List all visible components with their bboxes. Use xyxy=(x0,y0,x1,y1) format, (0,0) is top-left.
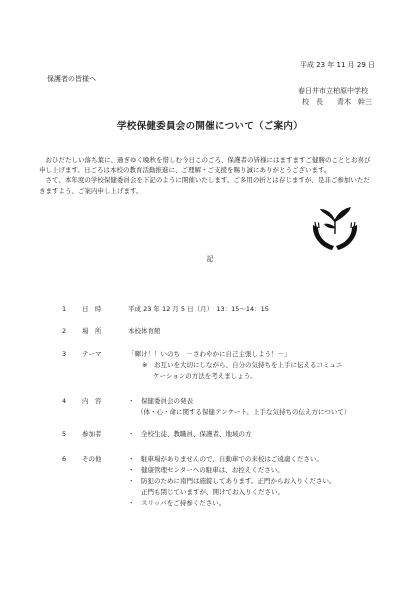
document-title: 学校保健委員会の開催について（ご案内） xyxy=(116,121,303,132)
item-value: ・ 全校生徒、教職員、保護者、地域の方 xyxy=(128,430,252,438)
item-label: 日 時 xyxy=(82,305,102,313)
item-number: 4 xyxy=(62,397,67,405)
item-note: ・ スリッパをご持参ください。 xyxy=(128,499,226,507)
school-name: 春日井市立柏原中学校 xyxy=(298,87,368,95)
item-note: ※ お互いを大切にしながら、自分の気持ちを上手に伝えるコミュニ xyxy=(142,361,343,369)
item-value: 平成 23 年 12 月 5 日（月） 13：15～14：15 xyxy=(128,305,269,313)
item-value: ・ 保健委員会の発表 xyxy=(128,397,193,405)
item-label: 内 容 xyxy=(82,397,102,405)
item-number: 2 xyxy=(62,327,67,335)
item-number: 6 xyxy=(62,455,67,463)
item-note: （体・心・命に関する保健アンケート、上手な気持ちの伝え方について） xyxy=(137,408,351,416)
greeting-paragraph-2: さて、本年度の学校保健委員会を下記のように開催いたします。ご多用の折とは存じますが、是非ご参加いただきますよう、ご案内申し上げます。 xyxy=(39,176,370,195)
item-value: 「輝け！！いのち －さわやかに自己主張しよう！－」 xyxy=(128,350,291,358)
document-date: 平成 23 年 11 月 29 日 xyxy=(299,61,375,69)
item-label: 参加者 xyxy=(82,430,102,438)
item-label: 場 所 xyxy=(82,327,102,335)
item-number: 3 xyxy=(62,350,67,358)
ki-heading: 記 xyxy=(206,255,214,263)
item-note: ・ 健康管理センターへの駐車は、お控えください。 xyxy=(128,466,284,474)
principal-name: 校 長 青木 幹三 xyxy=(302,98,372,106)
item-label: その他 xyxy=(82,455,102,463)
item-note: ケーションの方法を考えましょう。 xyxy=(153,372,257,380)
hands-sprout-emblem xyxy=(310,203,360,251)
addressee: 保護者の皆様へ xyxy=(47,75,96,83)
greeting-body xyxy=(39,155,375,196)
item-value: ・ 駐車場がありませんので、自動車での来校はご遠慮ください。 xyxy=(128,455,323,463)
item-label: テーマ xyxy=(82,350,102,358)
item-note: ・ 防犯のために南門は施錠してあります。正門からお入りください。 xyxy=(128,477,336,485)
greeting-paragraph-1: おひだたしい落ち葉に、過ぎゆく晩秋を惜しむ今日このごろ、保護者の皆様にはますますご健勝のこととお喜び申し上げます。日ごろは本校の教育活動推進に、ご理解・ご支援を賜り誠にありがとうございます。 xyxy=(39,156,371,175)
item-number: 5 xyxy=(62,430,67,438)
item-number: 1 xyxy=(62,305,67,313)
item-note: 正門も閉じていますが、開けてお入りください。 xyxy=(128,488,284,496)
item-value: 本校体育館 xyxy=(128,327,161,335)
